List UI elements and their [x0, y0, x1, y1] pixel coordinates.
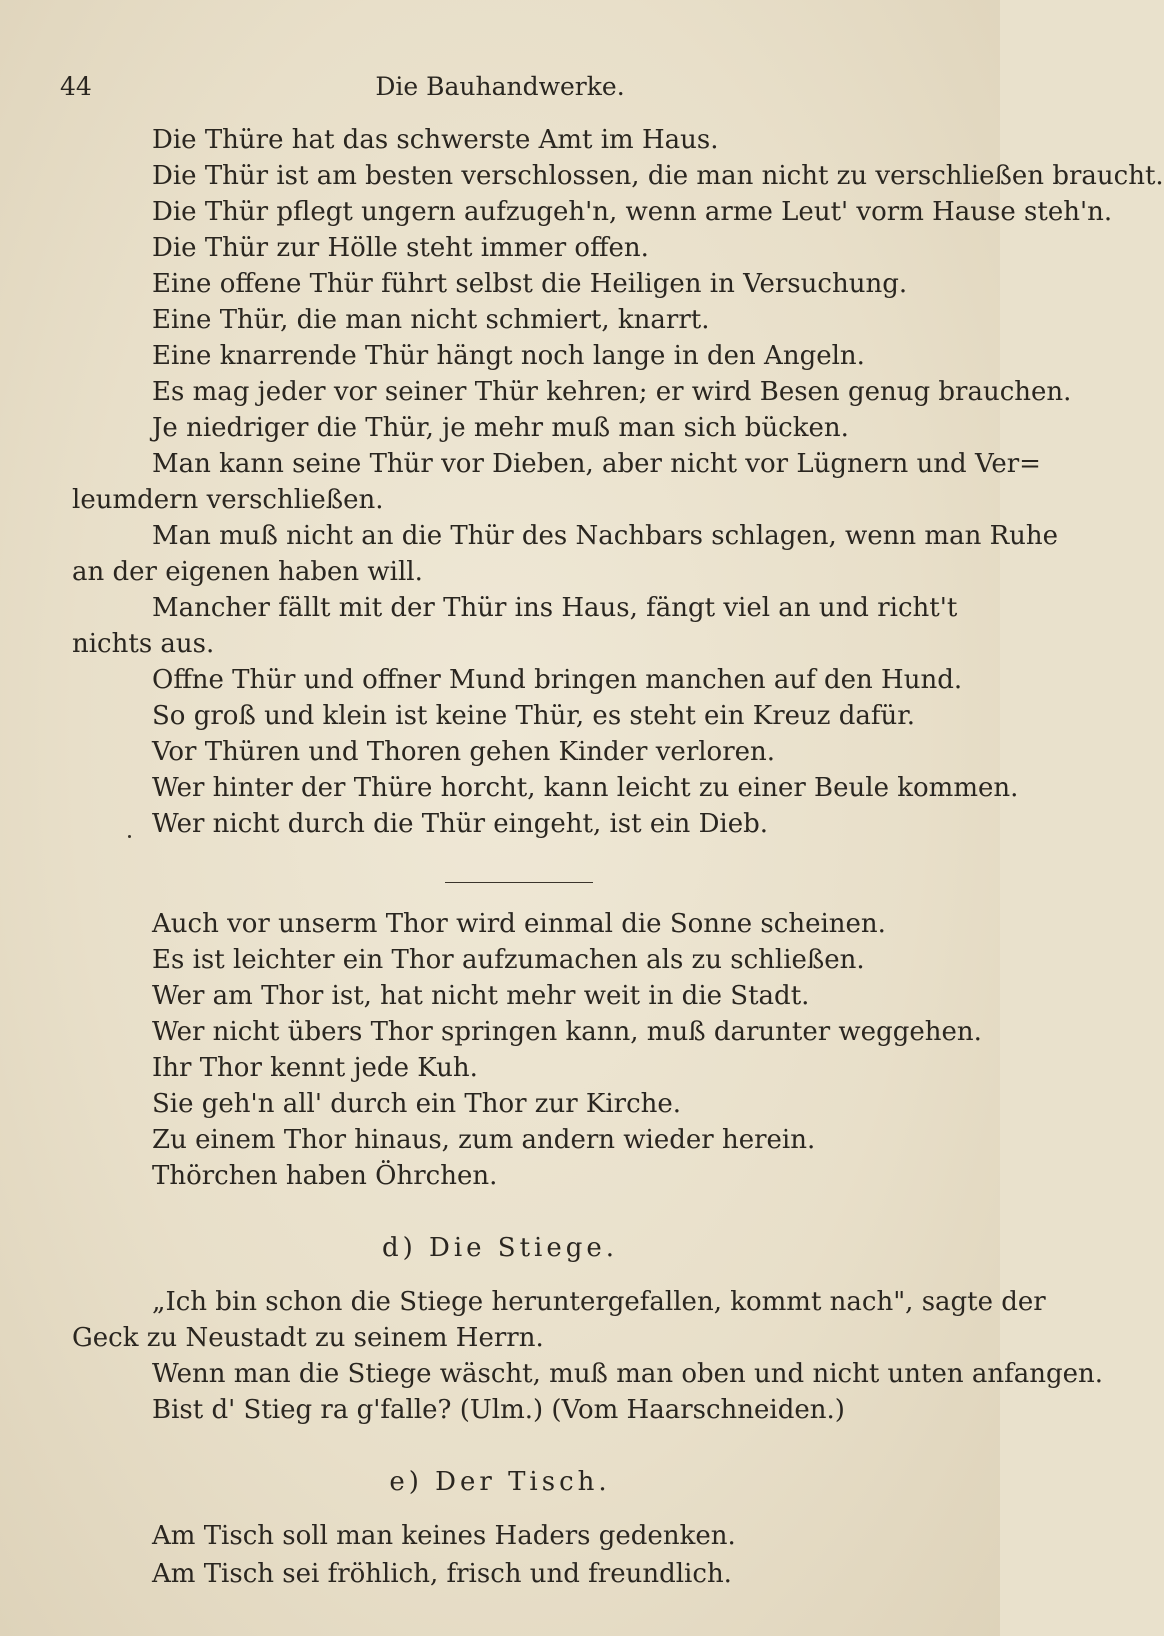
text-line: Offne Thür und offner Mund bringen manchen auf den Hund.	[152, 665, 963, 695]
text-line: Zu einem Thor hinaus, zum andern wieder herein.	[152, 1125, 816, 1155]
text-line: Eine Thür, die man nicht schmiert, knarrt.	[152, 305, 710, 335]
text-line: Ihr Thor kennt jede Kuh.	[152, 1053, 478, 1083]
section-heading: e) Der Tisch.	[389, 1467, 611, 1497]
text-line: leumdern verschließen.	[72, 485, 384, 515]
text-line: Es ist leichter ein Thor aufzumachen als zu schließen.	[152, 945, 865, 975]
text-line: Wer hinter der Thüre horcht, kann leicht zu einer Beule kommen.	[152, 773, 1019, 803]
text-line: Man kann seine Thür vor Dieben, aber nicht vor Lügnern und Ver=	[152, 449, 1041, 479]
text-line: So groß und klein ist keine Thür, es steht ein Kreuz dafür.	[152, 701, 916, 731]
text-line: Bist d' Stieg ra g'falle? (Ulm.) (Vom Haarschneiden.)	[152, 1395, 845, 1425]
text-line: Die Thür ist am besten verschlossen, die man nicht zu verschließen braucht.	[152, 161, 1164, 191]
text-line: Geck zu Neustadt zu seinem Herrn.	[72, 1323, 544, 1353]
text-line: Am Tisch soll man keines Haders gedenken.	[152, 1521, 736, 1551]
section-heading: d) Die Stiege.	[381, 1233, 619, 1263]
text-line: „Ich bin schon die Stiege heruntergefallen, kommt nach", sagte der	[152, 1287, 1046, 1317]
text-line: Vor Thüren und Thoren gehen Kinder verloren.	[152, 737, 776, 767]
text-line: nichts aus.	[72, 629, 215, 659]
text-line: Auch vor unserm Thor wird einmal die Sonne scheinen.	[152, 909, 886, 939]
text-line: Die Thür pflegt ungern aufzugeh'n, wenn arme Leut' vorm Hause steh'n.	[152, 197, 1113, 227]
text-line: an der eigenen haben will.	[72, 557, 423, 587]
text-line: Eine offene Thür führt selbst die Heiligen in Versuchung.	[152, 269, 908, 299]
text-line: Sie geh'n all' durch ein Thor zur Kirche.	[152, 1089, 682, 1119]
text-line: Mancher fällt mit der Thür ins Haus, fängt viel an und richt't	[152, 593, 958, 623]
text-line: Wer am Thor ist, hat nicht mehr weit in die Stadt.	[152, 981, 810, 1011]
running-title: Die Bauhandwerke.	[375, 72, 625, 101]
text-line: Die Thüre hat das schwerste Amt im Haus.	[152, 125, 719, 155]
text-line: Wer nicht übers Thor springen kann, muß darunter weggehen.	[152, 1017, 982, 1047]
text-line: Wer nicht durch die Thür eingeht, ist ein Dieb.	[152, 809, 769, 839]
stray-mark	[128, 835, 131, 838]
text-line: Es mag jeder vor seiner Thür kehren; er wird Besen genug brauchen.	[152, 377, 1072, 407]
text-line: Je niedriger die Thür, je mehr muß man sich bücken.	[152, 413, 849, 443]
text-line: Thörchen haben Öhrchen.	[152, 1161, 498, 1191]
text-line: Am Tisch sei fröhlich, frisch und freundlich.	[152, 1559, 732, 1589]
section-divider	[445, 882, 593, 883]
text-line: Wenn man die Stiege wäscht, muß man oben und nicht unten anfangen.	[152, 1359, 1104, 1389]
text-line: Die Thür zur Hölle steht immer offen.	[152, 233, 649, 263]
text-line: Eine knarrende Thür hängt noch lange in den Angeln.	[152, 341, 865, 371]
text-line: Man muß nicht an die Thür des Nachbars schlagen, wenn man Ruhe	[152, 521, 1059, 551]
page-number: 44	[60, 72, 92, 101]
